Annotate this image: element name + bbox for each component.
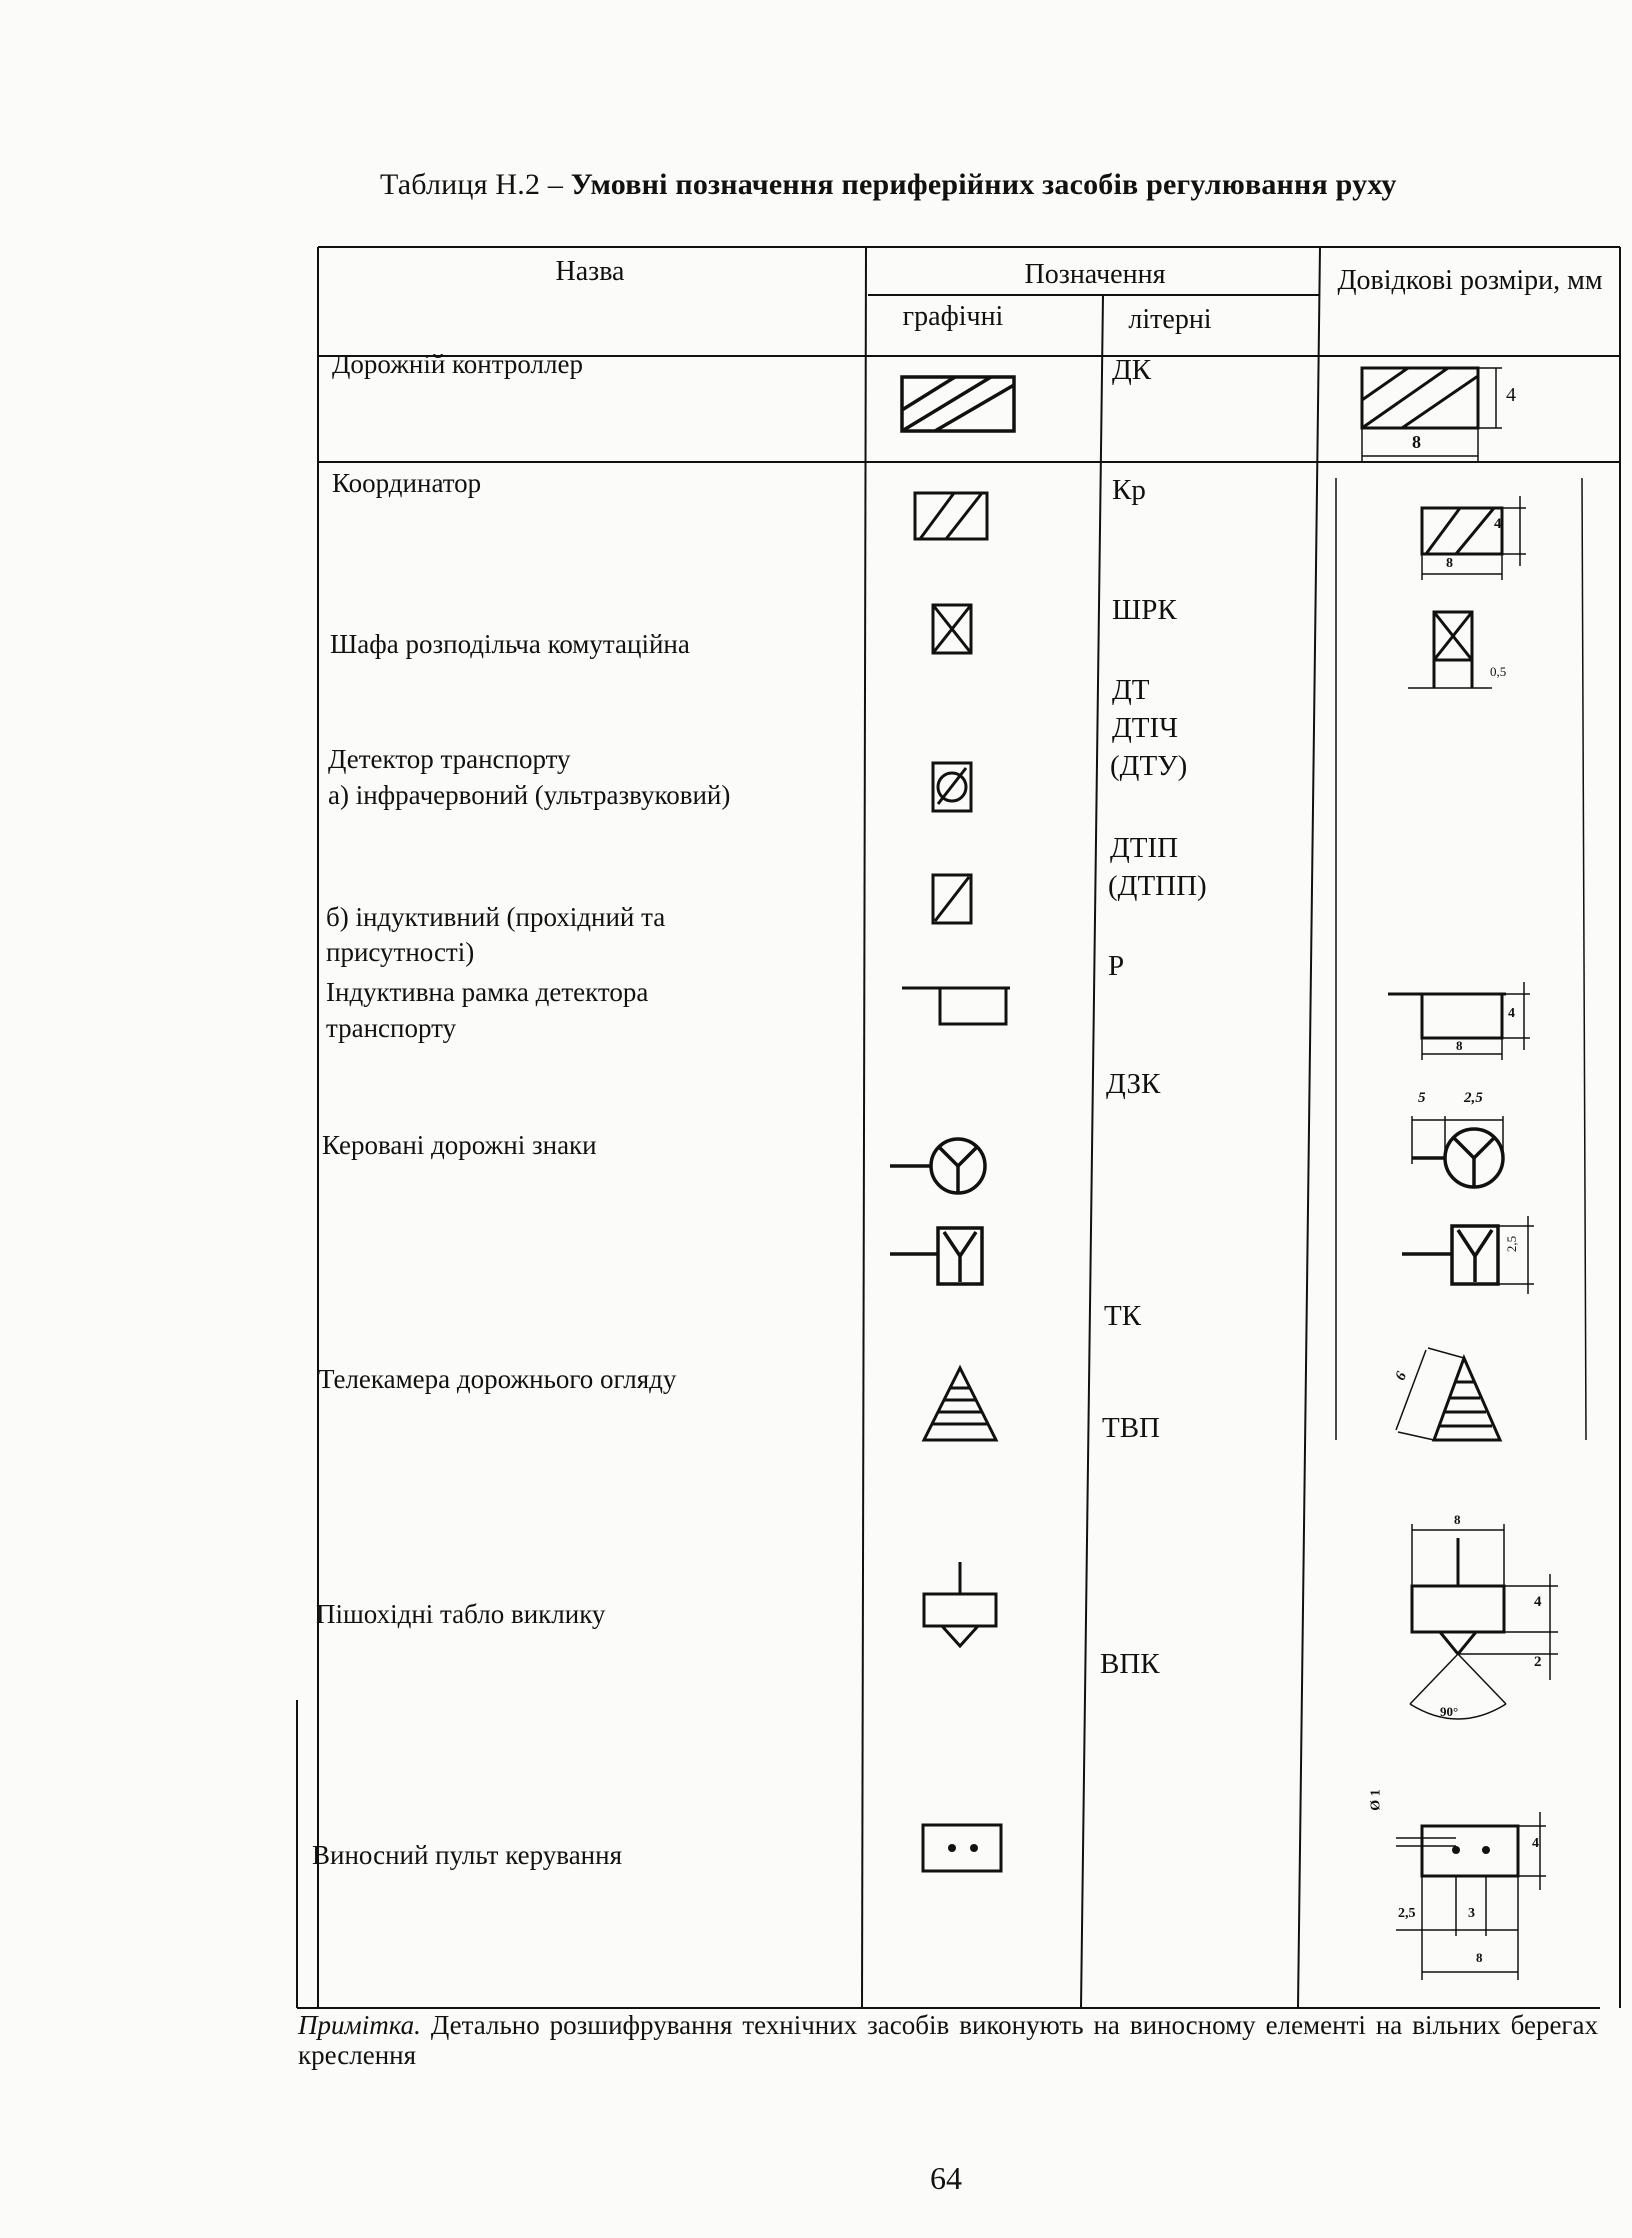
letter-loop: Р (1108, 950, 1125, 982)
detector-ir-symbol-icon (928, 758, 978, 818)
dim-controller-w: 8 (1412, 432, 1421, 452)
dim-remote-d: Ø 1 (1368, 1789, 1384, 1811)
caption-title: Умовні позначення периферійних засобів регулювання руху (570, 168, 1397, 201)
dim-ped-2: 2 (1534, 1654, 1542, 1670)
loop-symbol-icon (900, 980, 1012, 1030)
row-name-camera: Телекамера дорожнього огляду (318, 1364, 677, 1394)
letter-controller: ДК (1112, 354, 1152, 386)
coordinator-dims-icon (1410, 492, 1540, 582)
dim-loop-w: 8 (1456, 1038, 1463, 1053)
row-name-cabinet: Шафа розподільча комутаційна (330, 629, 690, 659)
dim-coord-h: 4 (1494, 516, 1502, 532)
sign-round-dims-icon (1400, 1094, 1530, 1204)
dim-ped-w: 8 (1454, 1512, 1461, 1527)
remote-symbol-icon (918, 1820, 1008, 1878)
header-graphic: графічні (902, 301, 1004, 332)
dim-sign-c: 2,5 (1504, 1235, 1520, 1253)
dim-remote-a: 2,5 (1398, 1906, 1416, 1921)
dim-remote-b: 3 (1468, 1906, 1475, 1921)
table-note (298, 2010, 1598, 2070)
row-name-ped: Пішохідні табло виклику (316, 1599, 606, 1629)
row-name-signs: Керовані дорожні знаки (322, 1130, 597, 1160)
row-name-detector-ind-1: б) індуктивний (прохідний та (326, 902, 666, 932)
sign-square-symbol-icon (888, 1224, 998, 1290)
caption-prefix: Таблиця Н.2 – (380, 168, 571, 201)
letter-coordinator: Кр (1112, 474, 1146, 506)
header-reference-dims: Довідкові розміри, мм (1337, 265, 1603, 296)
row-name-detector: Детектор транспорту (328, 744, 571, 774)
note-text: Детально розшифрування технічних засобів виконують на виносному елементі на вільних берегах креслення (298, 2010, 1598, 2070)
letter-signs: ДЗК (1106, 1068, 1161, 1100)
ped-dims-icon (1400, 1504, 1570, 1734)
dim-sign-b: 2,5 (1464, 1090, 1483, 1106)
detector-ind-symbol-icon (928, 870, 978, 930)
letter-camera-2: ТВП (1102, 1412, 1160, 1444)
letter-detector-ir-2: (ДТУ) (1110, 750, 1188, 782)
page-number: 64 (930, 2160, 962, 2196)
dim-camera: 6 (1392, 1369, 1411, 1384)
sign-square-dims-icon (1400, 1216, 1550, 1296)
dim-sign-a: 5 (1418, 1090, 1426, 1106)
header-letter: літерні (1128, 304, 1212, 335)
row-name-controller: Дорожній контроллер (332, 349, 583, 379)
row-name-detector-ir: а) інфрачервоний (ультразвуковий) (328, 780, 731, 810)
camera-symbol-icon (920, 1364, 1000, 1446)
letter-detector-ind-2: (ДТПП) (1108, 870, 1207, 902)
dim-cabinet: 0,5 (1490, 664, 1507, 679)
cabinet-dims-icon (1408, 606, 1508, 696)
note-label: Примітка. (298, 2010, 421, 2040)
header-designation: Позначення (1024, 259, 1166, 290)
camera-dims-icon (1390, 1340, 1520, 1450)
letter-detector-ir-1: ДТІЧ (1112, 712, 1179, 744)
row-name-coordinator: Координатор (332, 468, 482, 498)
header-name: Назва (555, 256, 625, 287)
dim-ped-h: 4 (1534, 1594, 1542, 1610)
sign-round-symbol-icon (888, 1130, 998, 1200)
letter-detector: ДТ (1112, 674, 1150, 706)
ped-symbol-icon (918, 1558, 1002, 1654)
dim-remote-w: 8 (1476, 1950, 1483, 1965)
row-name-loop-1: Індуктивна рамка детектора (326, 977, 649, 1007)
controller-symbol-icon (895, 370, 1035, 442)
coordinator-symbol-icon (910, 488, 996, 546)
dim-remote-h: 4 (1532, 1836, 1539, 1851)
cabinet-symbol-icon (928, 600, 978, 660)
dim-ped-angle: 90° (1440, 1704, 1459, 1719)
dim-controller-h: 4 (1506, 384, 1516, 406)
row-name-remote: Виносний пульт керування (312, 1840, 622, 1870)
letter-detector-ind-1: ДТІП (1110, 832, 1179, 864)
letter-cabinet: ШРК (1112, 594, 1177, 626)
row-name-detector-ind-2: присутності) (326, 937, 475, 967)
controller-dims-icon (1340, 360, 1550, 470)
row-name-loop-2: транспорту (326, 1013, 457, 1043)
letter-ped: ВПК (1100, 1648, 1160, 1680)
dim-coord-w: 8 (1446, 556, 1453, 571)
remote-dims-icon (1376, 1786, 1556, 1986)
letter-camera-1: ТК (1104, 1300, 1142, 1332)
dim-loop-h: 4 (1508, 1006, 1515, 1021)
